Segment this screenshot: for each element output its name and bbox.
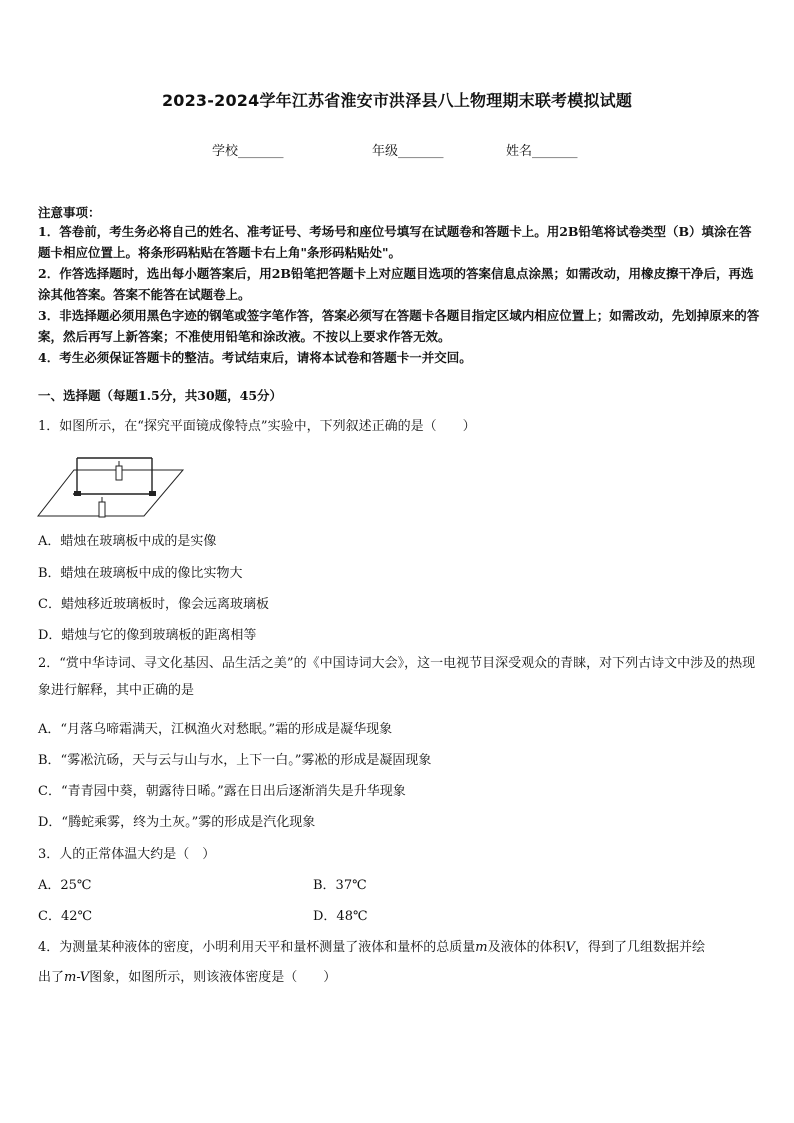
name-field: 姓名_______ [506, 144, 578, 159]
notice-item-1: 1．答卷前，考生务必将自己的姓名、准考证号、考场号和座位号填写在试题卷和答题卡上。用2B铅笔将试卷类型（B）填涂在答题卡相应位置上。将条形码粘贴在答题卡右上角"条形码粘贴处"。 [38, 224, 752, 260]
notice-item-4: 4．考生必须保证答题卡的整洁。考试结束后，请将本试卷和答题卡一并交回。 [38, 350, 472, 365]
q3-option-d: D．48℃ [313, 909, 368, 924]
section-heading: 一、选择题（每题1.5分，共30题，45分） [38, 388, 283, 403]
mirror-experiment-figure [36, 448, 186, 528]
q1-option-c: C．蜡烛移近玻璃板时，像会远离玻璃板 [38, 597, 269, 612]
notice-heading: 注意事项： [38, 205, 101, 220]
q1-stem: 1．如图所示，在“探究平面镜成像特点”实验中，下列叙述正确的是（ ） [38, 419, 476, 434]
q3-option-c: C．42℃ [38, 909, 93, 924]
grade-field: 年级_______ [372, 144, 444, 159]
q2-option-c: C．“青青园中葵，朝露待日晞。”露在日出后逐渐消失是升华现象 [38, 784, 406, 799]
var-mv: m-V [64, 970, 90, 985]
q2-option-d: D．“腾蛇乘雾，终为土灰。”雾的形成是汽化现象 [38, 815, 316, 830]
q3-stem: 3．人的正常体温大约是（ ） [38, 847, 216, 862]
notice-item-2: 2．作答选择题时，选出每小题答案后，用2B铅笔把答题卡上对应题目选项的答案信息点涂黑；如需改动，用橡皮擦干净后，再选涂其他答案。答案不能答在试题卷上。 [38, 266, 754, 302]
var-v: V [565, 940, 576, 955]
q3-option-b: B．37℃ [313, 878, 367, 893]
q2-stem: 2．“赏中华诗词、寻文化基因、品生活之美”的《中国诗词大会》，这一电视节目深受观众的青睐，对下列古诗文中涉及的热现象进行解释，其中正确的是 [38, 656, 756, 698]
q4-stem-line2: 出了m-V图象，如图所示，则该液体密度是（ ） [38, 970, 337, 985]
q1-option-b: B．蜡烛在玻璃板中成的像比实物大 [38, 566, 243, 581]
notice-item-3: 3．非选择题必须用黑色字迹的钢笔或签字笔作答，答案必须写在答题卡各题目指定区域内相应位置上；如需改动，先划掉原来的答案，然后再写上新答案；不准使用铅笔和涂改液。不按以上要求作答无效。 [38, 308, 760, 344]
school-field: 学校_______ [212, 144, 284, 159]
q1-option-d: D．蜡烛与它的像到玻璃板的距离相等 [38, 628, 257, 643]
var-m: m [475, 940, 488, 955]
q2-option-a: A．“月落乌啼霜满天，江枫渔火对愁眠。”霜的形成是凝华现象 [38, 722, 393, 737]
q4-stem-line1: 4．为测量某种液体的密度，小明利用天平和量杯测量了液体和量杯的总质量m及液体的体积V，得到了几组数据并绘 [38, 940, 706, 955]
page-title: 2023-2024学年江苏省淮安市洪泽县八上物理期末联考模拟试题 [161, 91, 633, 110]
q1-option-a: A．蜡烛在玻璃板中成的是实像 [38, 534, 217, 549]
q2-option-b: B．“雾凇沆砀，天与云与山与水，上下一白。”雾凇的形成是凝固现象 [38, 753, 432, 768]
q3-option-a: A．25℃ [38, 878, 92, 893]
